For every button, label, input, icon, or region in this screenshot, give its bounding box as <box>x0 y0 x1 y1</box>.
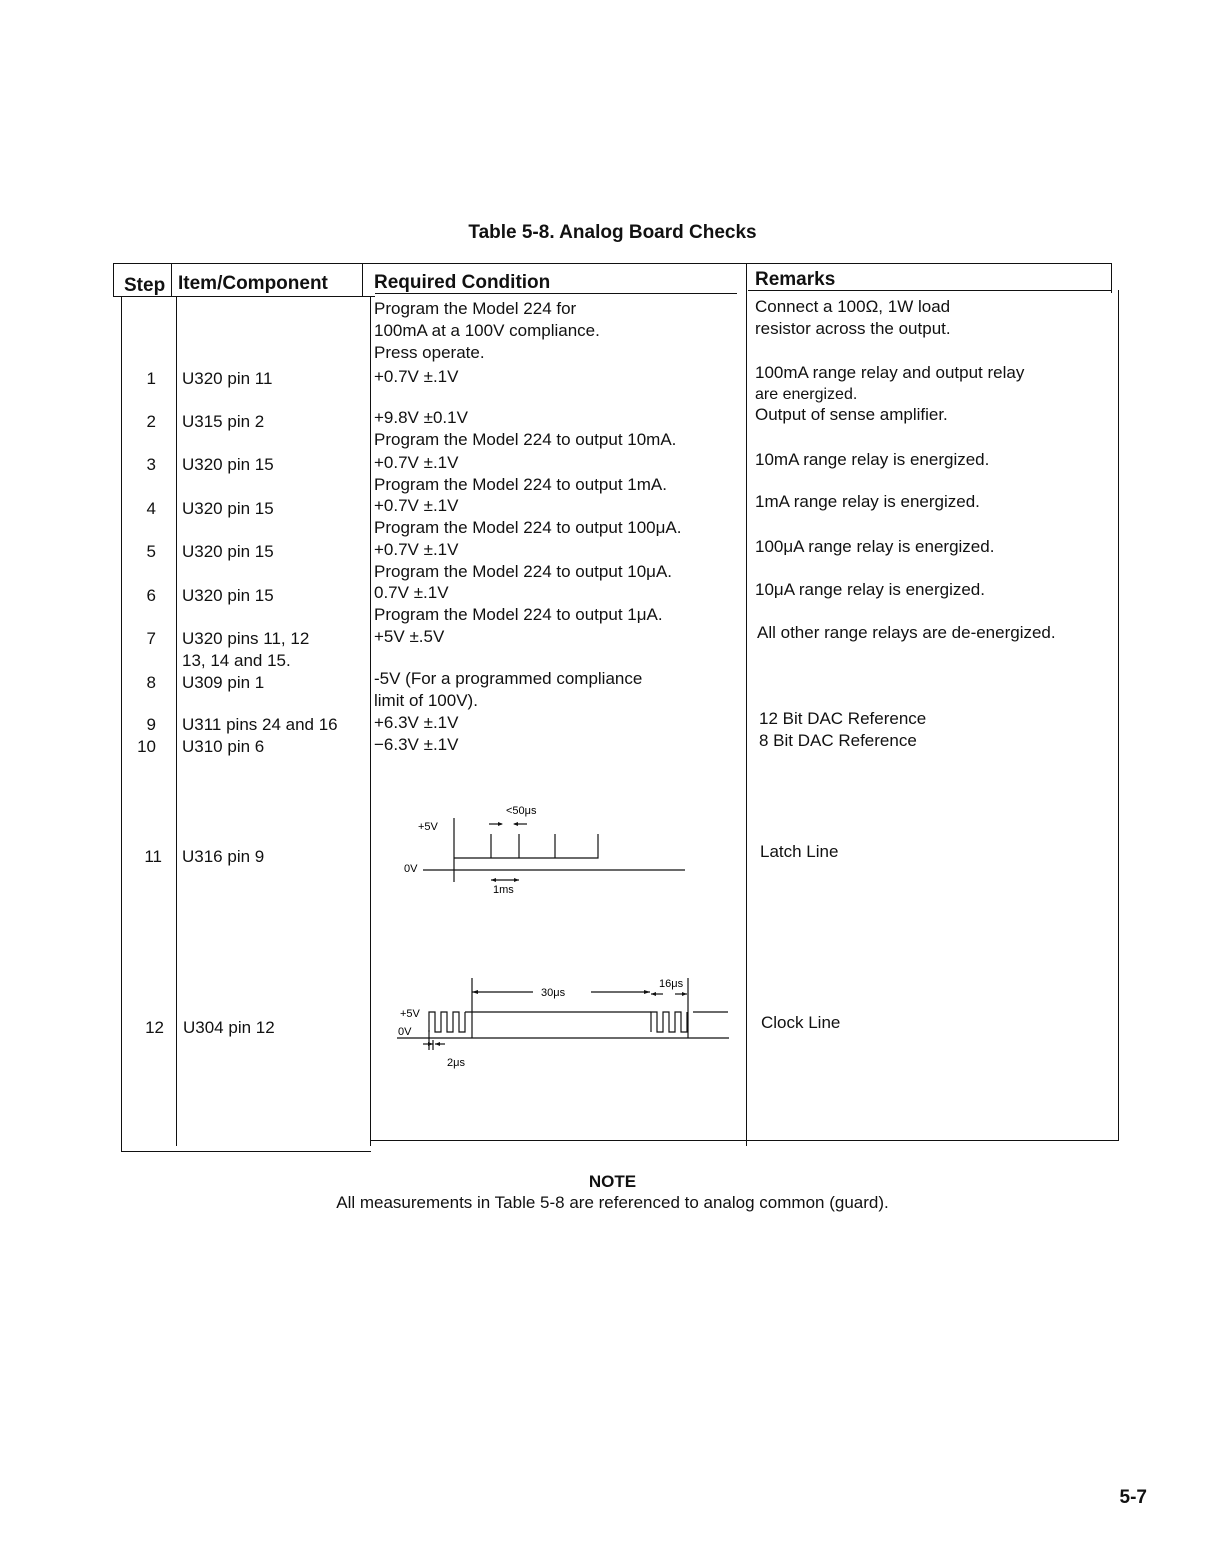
required-condition: +9.8V ±0.1V Program the Model 224 to output 10mA. <box>374 408 677 449</box>
item-component: U320 pins 11, 12 13, 14 and 15. <box>182 629 310 670</box>
clock-burst-label: 16μs <box>659 978 684 990</box>
remarks: 10mA range relay is energized. <box>755 450 990 469</box>
clock-low-label: 0V <box>398 1026 412 1038</box>
item-component: U309 pin 1 <box>182 673 265 692</box>
required-condition: +0.7V ±.1V Program the Model 224 to output 100μA. <box>374 496 682 537</box>
item-component: U316 pin 9 <box>182 847 265 866</box>
remarks: Latch Line <box>760 842 839 861</box>
item-component: U320 pin 15 <box>182 542 274 561</box>
page-number: 5-7 <box>1119 1487 1147 1508</box>
step-number: 3 <box>146 455 156 474</box>
remarks: 100mA range relay and output relay are energized. <box>755 363 1025 403</box>
clock-waveform <box>393 970 733 1070</box>
latch-high-label: +5V <box>418 821 438 833</box>
required-condition: +0.7V ±.1V Program the Model 224 to output 1mA. <box>374 453 667 494</box>
required-condition: +0.7V ±.1V <box>374 367 459 386</box>
remarks: 8 Bit DAC Reference <box>759 731 917 750</box>
item-component: U310 pin 6 <box>182 737 265 756</box>
required-condition: −6.3V ±.1V <box>374 735 459 754</box>
step-number: 1 <box>146 369 156 388</box>
latch-low-label: 0V <box>404 863 418 875</box>
step-number: 9 <box>146 715 156 734</box>
clock-gap-label: 30μs <box>541 987 566 999</box>
step-number: 4 <box>146 499 156 518</box>
item-component: U320 pin 15 <box>182 499 274 518</box>
step-number: 10 <box>137 737 156 756</box>
note-heading: NOTE <box>588 1172 637 1191</box>
remarks: 10μA range relay is energized. <box>755 580 985 599</box>
required-condition: +0.7V ±.1V Program the Model 224 to output 10μA. <box>374 540 673 581</box>
step-number: 2 <box>146 412 156 431</box>
intro-condition: Program the Model 224 for 100mA at a 100V compliance. Press operate. <box>374 299 600 362</box>
table-title: Table 5-8. Analog Board Checks <box>468 222 757 243</box>
note-text: All measurements in Table 5-8 are referenced to analog common (guard). <box>336 1193 889 1212</box>
remarks: 1mA range relay is energized. <box>755 492 980 511</box>
latch-waveform <box>395 800 695 900</box>
header-condition: Required Condition <box>374 272 551 293</box>
latch-period-label: 1ms <box>493 884 514 896</box>
item-component: U320 pin 11 <box>182 369 273 388</box>
header-item: Item/Component <box>178 273 328 294</box>
clock-high-label: +5V <box>400 1008 420 1020</box>
required-condition: +5V ±.5V <box>374 627 445 646</box>
header-remarks: Remarks <box>755 269 836 290</box>
step-number: 12 <box>145 1018 164 1037</box>
item-component: U304 pin 12 <box>183 1018 275 1037</box>
required-condition: -5V (For a programmed compliance limit of 100V). <box>374 669 643 710</box>
item-component: U315 pin 2 <box>182 412 265 431</box>
step-number: 8 <box>146 673 156 692</box>
latch-pulse-label: <50μs <box>506 805 537 817</box>
step-number: 6 <box>146 586 156 605</box>
step-number: 5 <box>146 542 156 561</box>
remarks: 12 Bit DAC Reference <box>759 709 927 728</box>
item-component: U320 pin 15 <box>182 586 274 605</box>
header-step: Step <box>124 275 166 296</box>
remarks: Output of sense amplifier. <box>755 405 948 424</box>
required-condition: +6.3V ±.1V <box>374 713 459 732</box>
step-number: 11 <box>144 847 162 866</box>
remarks: Clock Line <box>761 1013 841 1032</box>
remarks: All other range relays are de-energized. <box>757 623 1056 642</box>
item-component: U320 pin 15 <box>182 455 274 474</box>
intro-remarks: Connect a 100Ω, 1W load resistor across the output. <box>755 297 951 338</box>
item-component: U311 pins 24 and 16 <box>182 715 338 734</box>
clock-pulse-label: 2μs <box>447 1057 465 1069</box>
remarks: 100μA range relay is energized. <box>755 537 995 556</box>
required-condition: 0.7V ±.1V Program the Model 224 to output 1μA. <box>374 583 663 624</box>
step-number: 7 <box>146 629 156 648</box>
